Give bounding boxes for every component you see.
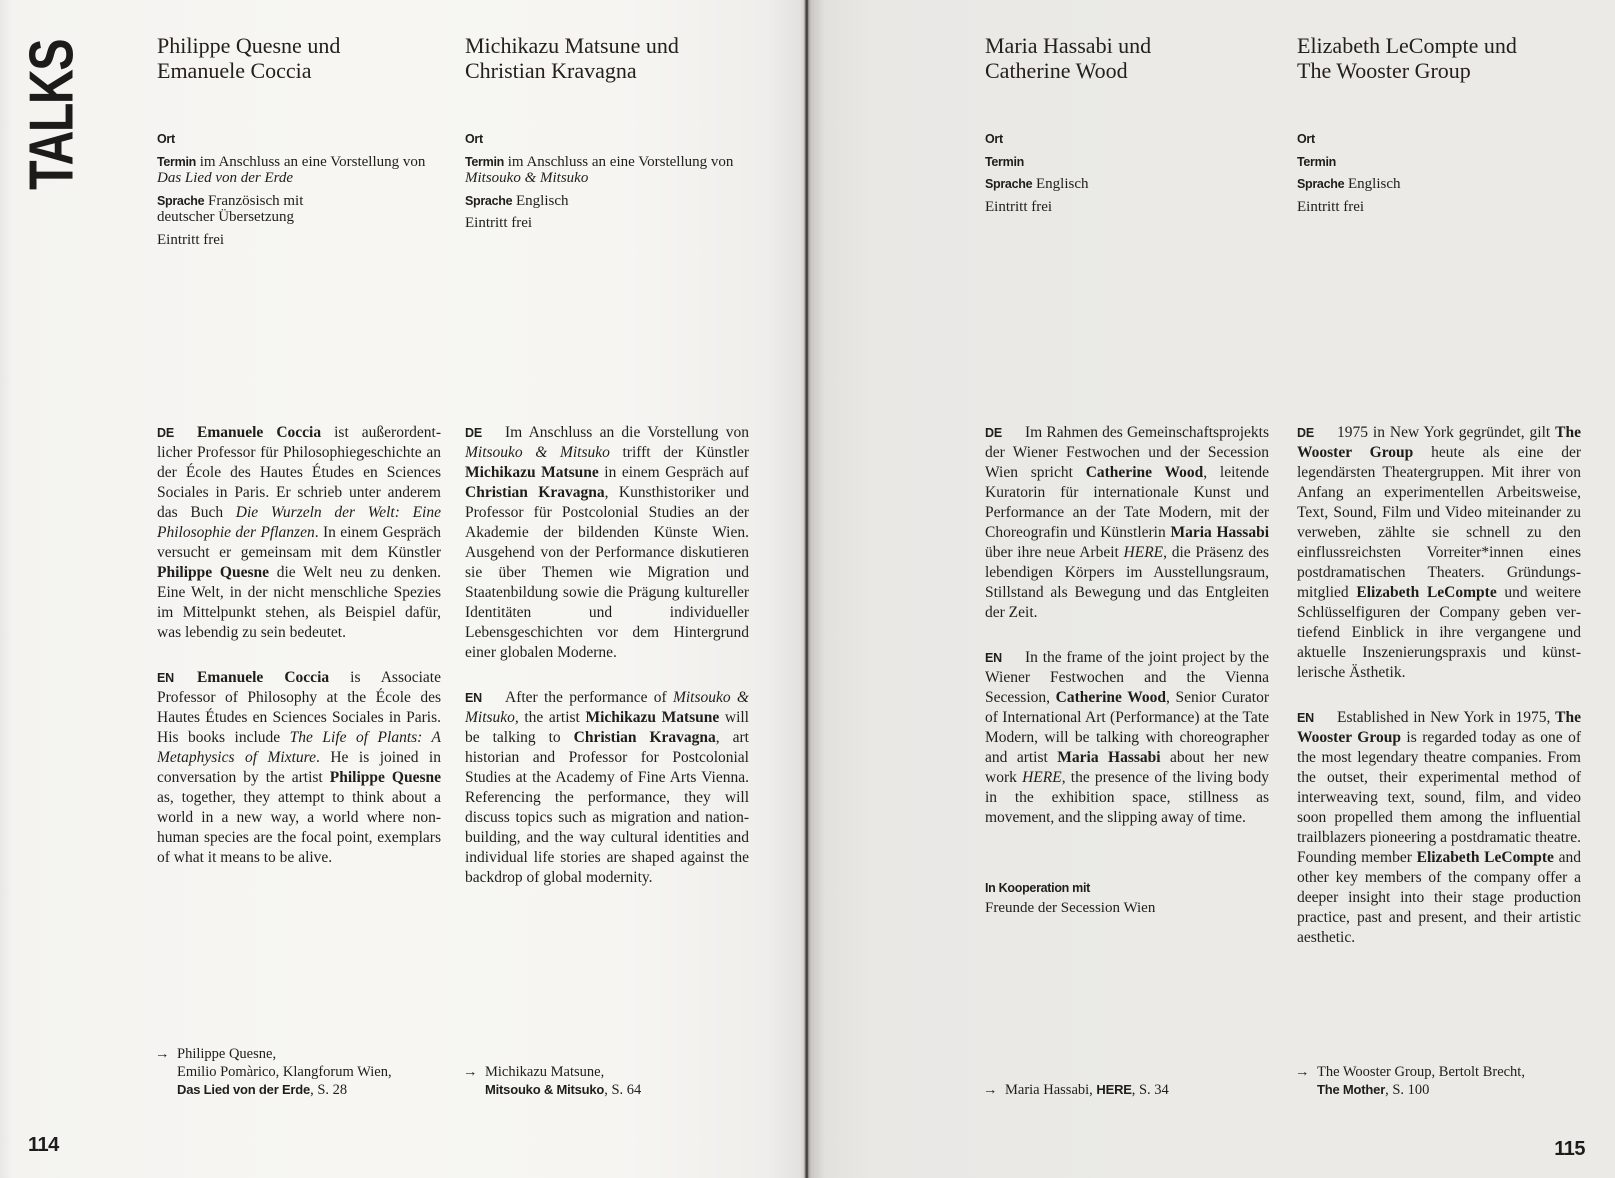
page-number-left: 114 (28, 1134, 59, 1156)
paragraph-en-text: In the frame of the joint project by the Wiener Festwochen and the Vienna Secession, Catherine Wood, Senior Curator of International Art (Performance) at the Tate Modern, will be talking with choreographer and artist Maria Hassabi about her new work HERE, the presence of the living body in the exhibition space, stillness as movement, and the slipping away of time. (985, 649, 1269, 826)
meta-ort: Ort (1297, 132, 1315, 146)
section-title-vertical (17, 33, 87, 197)
meta-sprache: Sprache Englisch (1297, 176, 1401, 192)
talk-meta (465, 131, 749, 238)
paragraph-en (465, 688, 749, 888)
lang-marker-de: DE (985, 426, 1002, 440)
reference-line: Emilio Pomàrico, Klangforum Wien, (177, 1064, 392, 1080)
arrow-icon: → (463, 1064, 478, 1080)
paragraph-de (465, 423, 749, 663)
talk-reference (985, 1081, 1269, 1099)
lang-marker-en: EN (465, 691, 482, 705)
paragraph-de (1297, 423, 1581, 683)
reference-line: Maria Hassabi, HERE, S. 34 (1005, 1082, 1169, 1098)
meta-eintritt: Eintritt frei (1297, 198, 1365, 215)
paragraph-de-text: Im Rahmen des Gemeinschaftsprojekts der Wiener Festwochen und der Secession Wien spricht Catherine Wood, leitende Kuratorin für internationale Kunst und Performance an der Tate Modern, mit der Choreografin und Künstlerin Maria Hassabi über ihre neue Arbeit HERE, die Präsenz des lebendigen Körpers im Ausstellungsraum, Stillstand als Bewegung und das Entgleiten der Zeit. (985, 424, 1270, 621)
talk-meta (985, 131, 1269, 221)
paragraph-en (157, 668, 441, 868)
talk-column-quesne-coccia (157, 33, 441, 1143)
reference-line: The Mother, S. 100 (1317, 1082, 1430, 1098)
talk-title-line-2: Emanuele Coccia (157, 58, 312, 83)
paragraph-de-text: Im Anschluss an die Vorstellung von Mitsouko & Mitsuko trifft der Künstler Michikazu Matsune in einem Gespräch auf Christian Kravagna, Kunsthistoriker und Professor für Postcolonial Studies an der Akademie der bildenden Künste Wien. Ausgehend von der Performance diskutieren sie über Themen wie Migration und Staatenbildung sowie die Prägung kultureller Identitäten und individueller Lebensgeschichten vor dem Hintergrund einer globalen Moderne. (465, 424, 749, 661)
talk-title (985, 33, 1269, 83)
meta-ort: Ort (985, 132, 1003, 146)
reference-line: Das Lied von der Erde, S. 28 (177, 1082, 348, 1098)
page-right (807, 0, 1615, 1178)
lang-marker-en: EN (1297, 711, 1314, 725)
talk-title (157, 33, 441, 83)
page-number-right: 115 (1554, 1138, 1585, 1160)
talk-meta (157, 131, 441, 254)
talk-description (1297, 423, 1581, 973)
talk-column-hassabi-wood (985, 33, 1269, 1143)
lang-marker-de: DE (1297, 426, 1314, 440)
reference-line: The Wooster Group, Bertolt Brecht, (1317, 1064, 1525, 1080)
talk-title-line-2: Catherine Wood (985, 58, 1128, 83)
meta-termin: Termin (985, 154, 1024, 169)
meta-sprache: Sprache Englisch (985, 176, 1089, 192)
talk-column-lecompte-wooster (1297, 33, 1581, 1143)
talk-title-line-1: Maria Hassabi und (985, 33, 1152, 58)
lang-marker-de: DE (465, 426, 482, 440)
arrow-icon: → (155, 1046, 170, 1062)
arrow-icon: → (1295, 1064, 1310, 1080)
talk-meta (1297, 131, 1581, 221)
cooperation-partner: Freunde der Secession Wien (985, 900, 1156, 916)
talk-title-line-1: Michikazu Matsune und (465, 33, 679, 58)
paragraph-de-text: Emanuele Coccia ist außerordentlicher Professor für Philosophiegeschichte an der École des Hautes Études en Sciences Sociales in Paris. Er schrieb unter anderem das Buch Die Wurzeln der Welt: Eine Philosophie der Pflanzen. In einem Gespräch versucht er gemeinsam mit dem Künstler Philippe Quesne die Welt neu zu denken. Eine Welt, in der nicht menschliche Spezies im Mittelpunkt stehen, als Beispiel dafür, was lebendig zu sein bedeutet. (157, 424, 442, 641)
talk-title-line-2: Christian Kravagna (465, 58, 637, 83)
paragraph-en-text: After the performance of Mitsouko & Mitsuko, the artist Michikazu Matsune will be talking to Christian Kravagna, art historian and Professor for Postcolonial Studies at the Academy of Fine Arts Vienna. Referencing the performance, they will discuss topics such as migration and nation-building, and the way cultural identities and individual life stories are shaped against the backdrop of global modernity. (465, 689, 749, 886)
meta-eintritt: Eintritt frei (157, 231, 225, 248)
paragraph-de (985, 423, 1269, 623)
paragraph-en (985, 648, 1269, 828)
lang-marker-de: DE (157, 426, 174, 440)
paragraph-en-text: Established in New York in 1975, The Wooster Group is regarded today as one of the most legendary theatre companies. From the outset, their experimental method of interweaving text, sound, film, and video soon propelled them among the influential trailblazers pioneering a postdramatic theatre. Founding member Elizabeth LeCompte and other key members of the company offer a deeper insight into their stage production practice, past and present, and their artistic aesthetic. (1297, 709, 1581, 946)
paragraph-en-text: Emanuele Coccia is Associate Professor of Philosophy at the École des Hautes Études en Sciences Sociales in Paris. His books include The Life of Plants: A Metaphysics of Mixture. He is joined in conversation by the artist Philippe Quesne as, together, they attempt to think about a world in a new way, a world where non-human species are the focal point, exemplars of what it means to be alive. (157, 669, 441, 866)
meta-sprache: Sprache Französisch mit deutscher Übersetzung (157, 192, 304, 225)
lang-marker-en: EN (985, 651, 1002, 665)
meta-eintritt: Eintritt frei (465, 215, 533, 231)
talk-title (465, 33, 749, 83)
paragraph-en (1297, 708, 1581, 948)
meta-termin: Termin im Anschluss an eine Vorstellung von Das Lied von der Erde (157, 153, 426, 186)
reference-line: Michikazu Matsune, (485, 1064, 605, 1080)
meta-termin: Termin (1297, 154, 1336, 169)
talk-description (465, 423, 749, 913)
talk-title-line-1: Philippe Quesne und (157, 33, 341, 58)
talk-column-matsune-kravagna (465, 33, 749, 1143)
meta-ort: Ort (465, 132, 483, 146)
meta-eintritt: Eintritt frei (985, 198, 1053, 215)
talk-reference (1297, 1063, 1581, 1099)
meta-termin: Termin im Anschluss an eine Vorstellung von Mitsouko & Mitsuko (465, 153, 734, 186)
talk-title (1297, 33, 1581, 83)
cooperation-label: In Kooperation mit (985, 881, 1091, 895)
page-left (0, 0, 807, 1178)
meta-sprache: Sprache Englisch (465, 192, 569, 209)
talk-reference (157, 1045, 441, 1099)
lang-marker-en: EN (157, 671, 174, 685)
reference-line: Mitsouko & Mitsuko, S. 64 (485, 1082, 642, 1098)
arrow-icon: → (983, 1082, 998, 1098)
talk-reference (465, 1063, 749, 1099)
reference-line: Philippe Quesne, (177, 1046, 277, 1062)
meta-ort: Ort (157, 132, 175, 146)
talk-title-line-2: The Wooster Group (1297, 58, 1471, 83)
talk-description (157, 423, 441, 893)
cooperation-note (985, 879, 1269, 919)
paragraph-de (157, 423, 441, 643)
book-spine (804, 0, 809, 1178)
talk-description (985, 423, 1269, 853)
paragraph-de-text: 1975 in New York gegründet, gilt The Wooster Group heute als eine der legendärsten Theatergruppen. Mit ihrer von Anfang an experimentellen Arbeitsweise, Text, Sound, Film und Video miteinander zu verweben, zählte sie schnell zu den einflussreichsten Vorreiter*innen eines postdramatischen Theaters. Gründungsmitglied Elizabeth LeCompte und weitere Schlüsselfiguren der Company geben vertiefend Einblick in ihre vergangene und aktuelle Inszenierungspraxis und künstlerische Ästhetik. (1297, 424, 1581, 681)
section-title-talks: TALKS (17, 40, 87, 190)
talk-title-line-1: Elizabeth LeCompte und (1297, 33, 1517, 58)
